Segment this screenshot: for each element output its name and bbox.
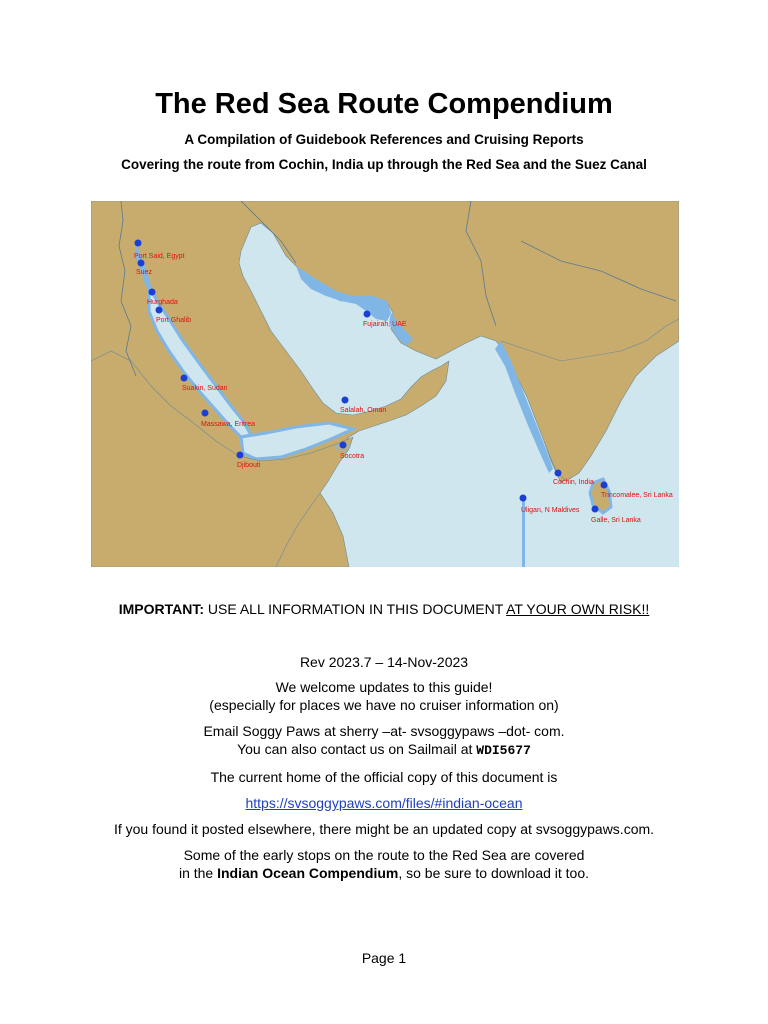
document-subtitle: A Compilation of Guidebook References and Cruising Reports	[184, 132, 584, 147]
pin-label: Galle, Sri Lanka	[591, 517, 641, 524]
pin-icon	[149, 289, 156, 296]
document-title: The Red Sea Route Compendium	[155, 88, 613, 120]
pin-label: Uligan, N Maldives	[521, 507, 580, 514]
pin-icon	[520, 495, 527, 502]
sailmail-id: WDI5677	[476, 743, 531, 758]
pin-label: Port Said, Egypt	[134, 253, 185, 260]
risk-warning	[0, 601, 768, 617]
email-contact: Email Soggy Paws at sherry –at- svsoggypaws –dot- com.	[203, 723, 565, 739]
pin-icon	[342, 397, 349, 404]
pin-label: Massawa, Eritrea	[201, 421, 256, 428]
pin-label: Port Ghalib	[156, 317, 192, 324]
pin-label: Suakin, Sudan	[182, 385, 228, 392]
pin-icon	[601, 482, 608, 489]
welcome-line: We welcome updates to this guide!	[275, 679, 493, 695]
pin-icon	[592, 506, 599, 513]
official-copy-link-wrap	[0, 794, 768, 812]
pin-icon	[340, 442, 347, 449]
pin-label: Cochin, India	[553, 479, 594, 486]
indian-ocean-compendium: Indian Ocean Compendium	[217, 865, 399, 881]
pin-icon	[202, 410, 209, 417]
welcome-note: (especially for places we have no cruiser information on)	[209, 697, 559, 713]
revision: Rev 2023.7 – 14-Nov-2023	[299, 654, 469, 670]
pin-label: Salalah, Oman	[340, 407, 387, 414]
pin-icon	[181, 375, 188, 382]
early-stops-line: Some of the early stops on the route to the Red Sea are covered	[183, 847, 585, 863]
sailmail-text: You can also contact us on Sailmail at	[237, 741, 477, 757]
posted-elsewhere-note: If you found it posted elsewhere, there might be an updated copy at svsoggypaws.com.	[113, 821, 655, 837]
route-map	[91, 201, 679, 567]
pin-label: Trincomalee, Sri Lanka	[601, 492, 673, 499]
warning-label: IMPORTANT:	[118, 601, 205, 617]
warning-risk: AT YOUR OWN RISK!!	[506, 601, 650, 617]
early-stops-line-2	[0, 864, 768, 882]
pin-icon	[555, 470, 562, 477]
warning-text: USE ALL INFORMATION IN THIS DOCUMENT	[204, 601, 507, 617]
pin-icon	[135, 240, 142, 247]
early-stops-suffix: , so be sure to download it too.	[398, 865, 590, 881]
early-stops-prefix: in the	[178, 865, 218, 881]
pin-icon	[237, 452, 244, 459]
sailmail-contact	[0, 740, 768, 760]
pin-icon	[138, 260, 145, 267]
pin-label: Hurghada	[147, 299, 178, 306]
official-copy-link[interactable]: https://svsoggypaws.com/files/#indian-ocean	[245, 795, 523, 811]
page-number: Page 1	[361, 950, 407, 966]
pin-icon	[156, 307, 163, 314]
pin-label: Socotra	[340, 453, 365, 460]
official-copy-text: The current home of the official copy of this document is	[210, 769, 558, 785]
pin-label: Djibouti	[237, 462, 261, 469]
pin-label: Fujairah, UAE	[363, 321, 407, 328]
pin-icon	[364, 311, 371, 318]
pin-label: Suez	[136, 269, 152, 276]
document-route-description: Covering the route from Cochin, India up through the Red Sea and the Suez Canal	[121, 157, 647, 172]
